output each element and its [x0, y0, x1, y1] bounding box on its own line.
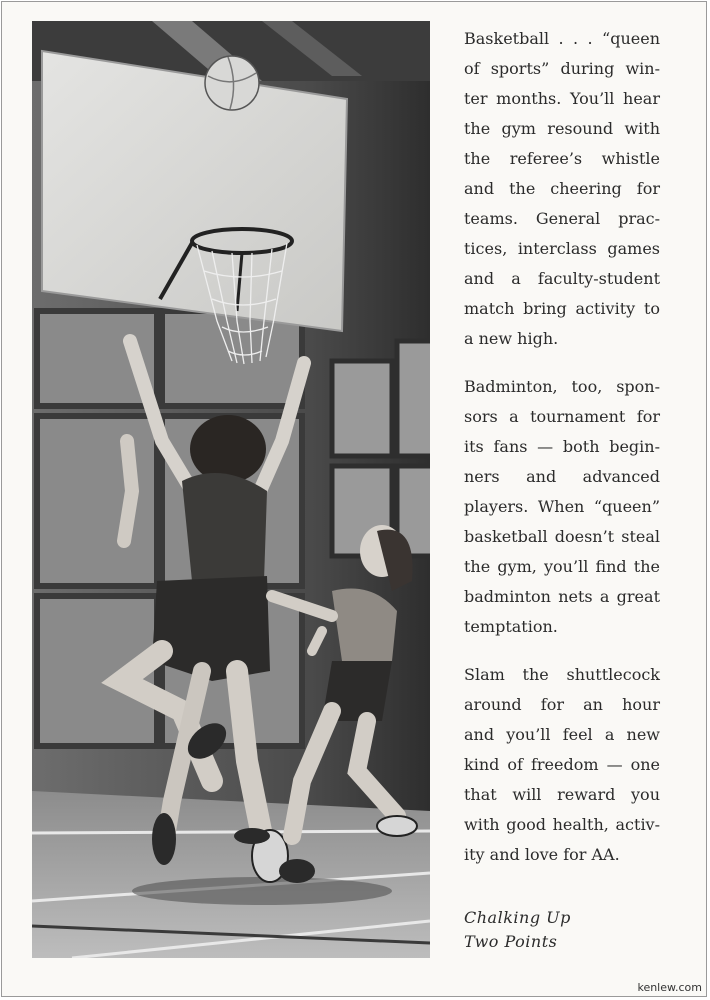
paragraph-basketball	[464, 24, 660, 354]
text-line: ter months. You’ll hear	[464, 89, 660, 108]
text-line: its fans — both begin-	[464, 437, 660, 456]
text-line: the referee’s whistle	[464, 149, 660, 168]
caption-line-1: Chalking Up	[464, 908, 571, 927]
text-line: the gym resound with	[464, 119, 660, 138]
text-line: Badminton, too, spon-	[464, 377, 660, 396]
text-line: and a faculty-student	[464, 269, 660, 288]
text-line: a new high.	[464, 329, 559, 348]
text-line: sors a tournament for	[464, 407, 660, 426]
paragraph-badminton	[464, 372, 660, 642]
text-line: Basketball . . . “queen	[464, 29, 660, 48]
text-line: and the cheering for	[464, 179, 660, 198]
basketball-photo	[32, 21, 430, 958]
text-line: and you’ll feel a new	[464, 725, 660, 744]
text-line: basketball doesn’t steal	[464, 527, 660, 546]
text-line: temptation.	[464, 617, 558, 636]
basketball-photo-illustration	[32, 21, 430, 958]
text-line: the gym, you’ll find the	[464, 557, 660, 576]
text-line: players. When “queen”	[464, 497, 660, 516]
text-line: match bring activity to	[464, 299, 660, 318]
text-line: around for an hour	[464, 695, 660, 714]
text-line: Slam the shuttlecock	[464, 665, 660, 684]
site-watermark: kenlew.com	[637, 981, 702, 994]
text-line: with good health, activ-	[464, 815, 660, 834]
article-text	[464, 24, 660, 888]
caption-line-2: Two Points	[464, 932, 558, 951]
text-line: ners and advanced	[464, 467, 660, 486]
text-line: tices, interclass games	[464, 239, 660, 258]
photo-caption	[464, 906, 571, 954]
text-line: ity and love for AA.	[464, 845, 620, 864]
magazine-page	[1, 1, 707, 997]
text-line: of sports” during win-	[464, 59, 660, 78]
text-line: that will reward you	[464, 785, 660, 804]
text-line: teams. General prac-	[464, 209, 660, 228]
text-line: badminton nets a great	[464, 587, 660, 606]
text-line: kind of freedom — one	[464, 755, 660, 774]
paragraph-shuttlecock	[464, 660, 660, 870]
